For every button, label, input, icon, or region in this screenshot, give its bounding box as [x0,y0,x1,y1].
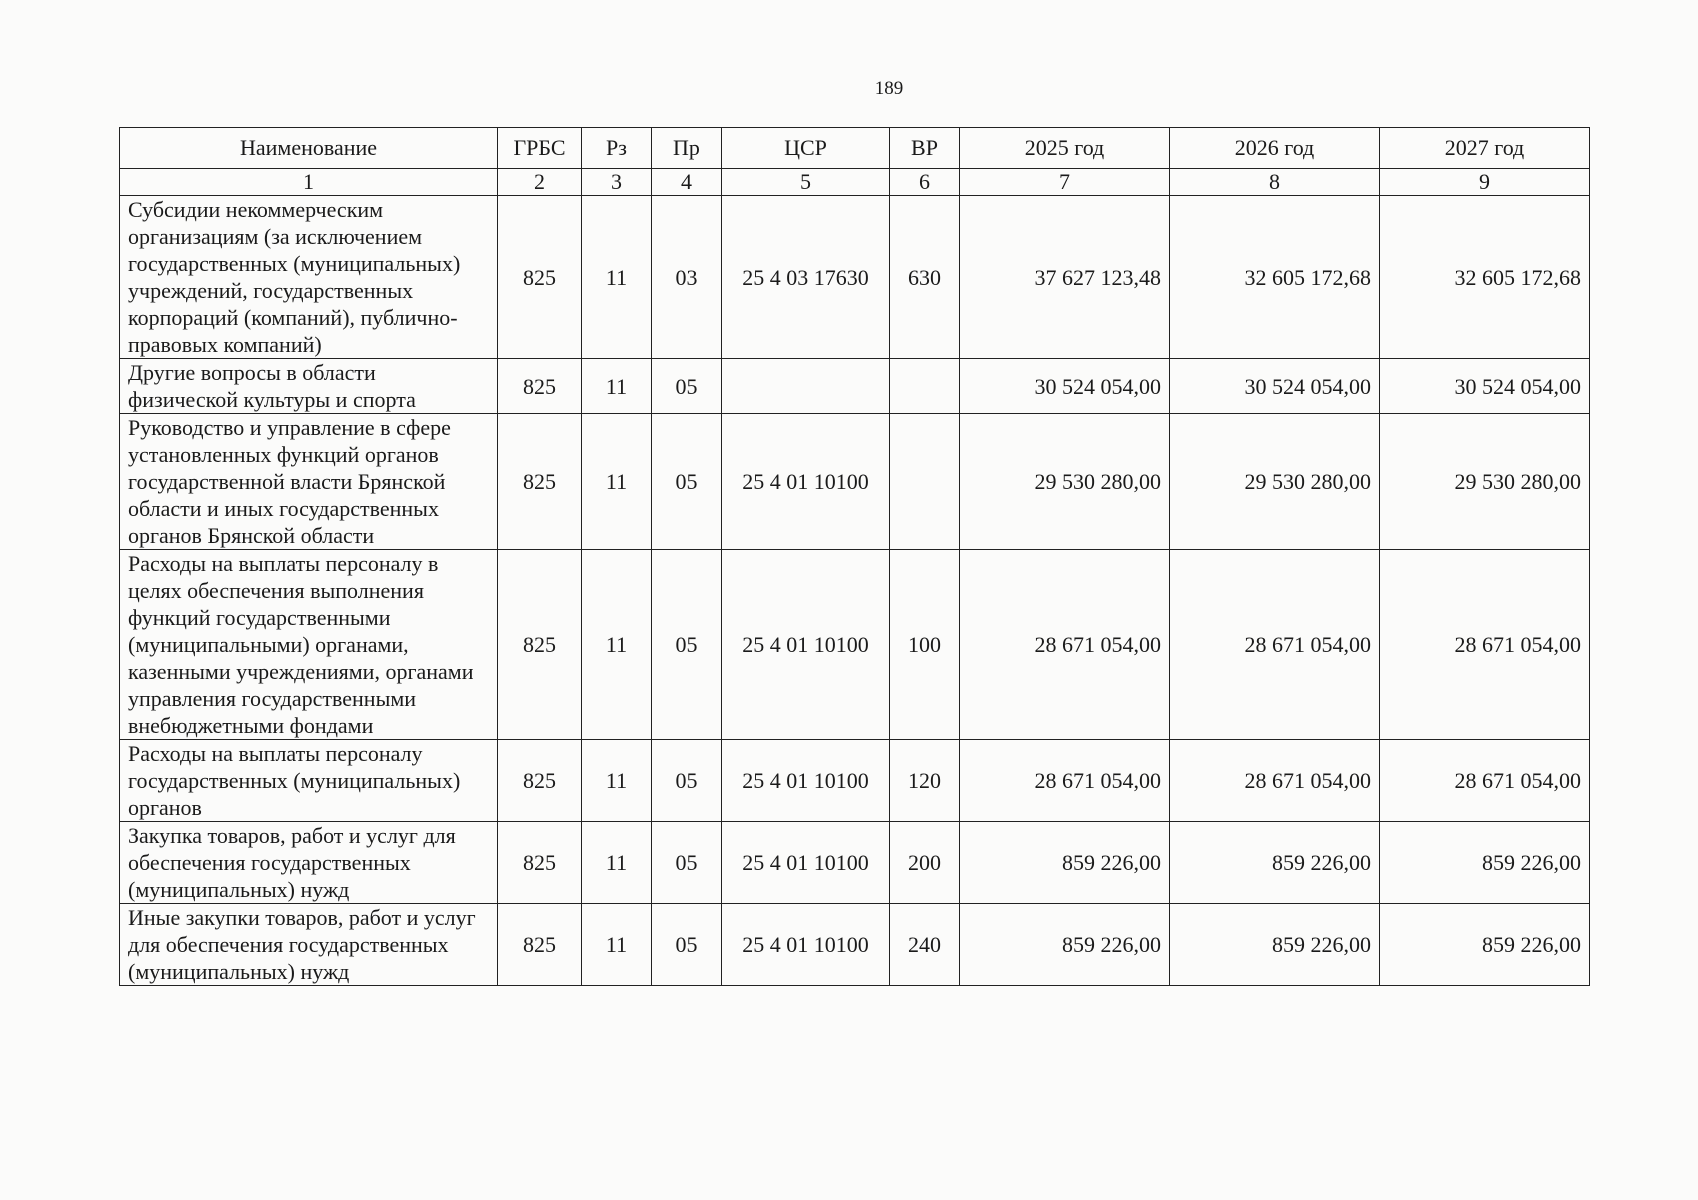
row-rz: 11 [582,550,652,740]
row-csr: 25 4 01 10100 [722,550,890,740]
table-row [120,740,1590,822]
row-rz: 11 [582,904,652,986]
column-header-2027: 2027 год [1380,128,1590,169]
row-csr: 25 4 03 17630 [722,196,890,359]
row-rz: 11 [582,196,652,359]
row-grbs: 825 [498,822,582,904]
column-header-rz: Рз [582,128,652,169]
row-vr [890,414,960,550]
row-name: Руководство и управление в сфере установленных функций органов государственной власти Брянской области и иных государственных органов Брянской области [120,414,498,550]
row-amount-2026: 28 671 054,00 [1170,740,1380,822]
row-grbs: 825 [498,904,582,986]
row-pr: 05 [652,904,722,986]
row-grbs: 825 [498,550,582,740]
table-row [120,359,1590,414]
row-amount-2025: 29 530 280,00 [960,414,1170,550]
table-row [120,196,1590,359]
row-csr: 25 4 01 10100 [722,740,890,822]
row-name: Иные закупки товаров, работ и услуг для обеспечения государственных (муниципальных) нужд [120,904,498,986]
row-amount-2027: 28 671 054,00 [1380,740,1590,822]
column-header-2025: 2025 год [960,128,1170,169]
column-number: 8 [1170,169,1380,196]
row-amount-2025: 28 671 054,00 [960,740,1170,822]
row-vr: 630 [890,196,960,359]
header-row [120,128,1590,169]
row-amount-2026: 29 530 280,00 [1170,414,1380,550]
budget-table [119,127,1590,986]
column-header-vr: ВР [890,128,960,169]
row-name: Расходы на выплаты персоналу государственных (муниципальных) органов [120,740,498,822]
row-rz: 11 [582,740,652,822]
column-number: 1 [120,169,498,196]
row-amount-2027: 859 226,00 [1380,822,1590,904]
row-grbs: 825 [498,196,582,359]
row-vr: 120 [890,740,960,822]
row-amount-2027: 28 671 054,00 [1380,550,1590,740]
row-pr: 05 [652,414,722,550]
row-name: Другие вопросы в области физической культуры и спорта [120,359,498,414]
row-pr: 05 [652,359,722,414]
row-rz: 11 [582,359,652,414]
row-amount-2025: 28 671 054,00 [960,550,1170,740]
column-number: 6 [890,169,960,196]
column-header-grbs: ГРБС [498,128,582,169]
row-vr: 240 [890,904,960,986]
row-amount-2025: 30 524 054,00 [960,359,1170,414]
row-rz: 11 [582,822,652,904]
page-number: 189 [874,78,904,99]
row-amount-2025: 37 627 123,48 [960,196,1170,359]
row-amount-2026: 859 226,00 [1170,822,1380,904]
column-header-pr: Пр [652,128,722,169]
row-csr [722,359,890,414]
column-header-name: Наименование [120,128,498,169]
column-number: 3 [582,169,652,196]
row-amount-2027: 29 530 280,00 [1380,414,1590,550]
row-amount-2027: 30 524 054,00 [1380,359,1590,414]
row-pr: 03 [652,196,722,359]
row-pr: 05 [652,550,722,740]
row-amount-2026: 30 524 054,00 [1170,359,1380,414]
table-header [120,128,1590,196]
row-amount-2025: 859 226,00 [960,822,1170,904]
table-row [120,550,1590,740]
row-grbs: 825 [498,740,582,822]
row-csr: 25 4 01 10100 [722,414,890,550]
column-number: 5 [722,169,890,196]
table-row [120,414,1590,550]
row-pr: 05 [652,822,722,904]
row-amount-2026: 28 671 054,00 [1170,550,1380,740]
column-header-csr: ЦСР [722,128,890,169]
row-grbs: 825 [498,414,582,550]
row-name: Расходы на выплаты персоналу в целях обеспечения выполнения функций государственными (муниципальными) органами, казенными учреждениями, органами управления государственными внебюджетными фондами [120,550,498,740]
column-number: 7 [960,169,1170,196]
table-row [120,822,1590,904]
column-header-2026: 2026 год [1170,128,1380,169]
table-body [120,196,1590,986]
row-grbs: 825 [498,359,582,414]
row-vr: 100 [890,550,960,740]
column-number: 9 [1380,169,1590,196]
row-name: Закупка товаров, работ и услуг для обеспечения государственных (муниципальных) нужд [120,822,498,904]
row-amount-2025: 859 226,00 [960,904,1170,986]
row-amount-2026: 32 605 172,68 [1170,196,1380,359]
row-csr: 25 4 01 10100 [722,822,890,904]
row-amount-2026: 859 226,00 [1170,904,1380,986]
column-number: 4 [652,169,722,196]
table-row [120,904,1590,986]
row-vr [890,359,960,414]
row-amount-2027: 859 226,00 [1380,904,1590,986]
row-rz: 11 [582,414,652,550]
row-amount-2027: 32 605 172,68 [1380,196,1590,359]
row-csr: 25 4 01 10100 [722,904,890,986]
column-number: 2 [498,169,582,196]
row-pr: 05 [652,740,722,822]
column-number-row [120,169,1590,196]
row-name: Субсидии некоммерческим организациям (за исключением государственных (муниципальных) учреждений, государственных корпораций (компаний), публично-правовых компаний) [120,196,498,359]
row-vr: 200 [890,822,960,904]
